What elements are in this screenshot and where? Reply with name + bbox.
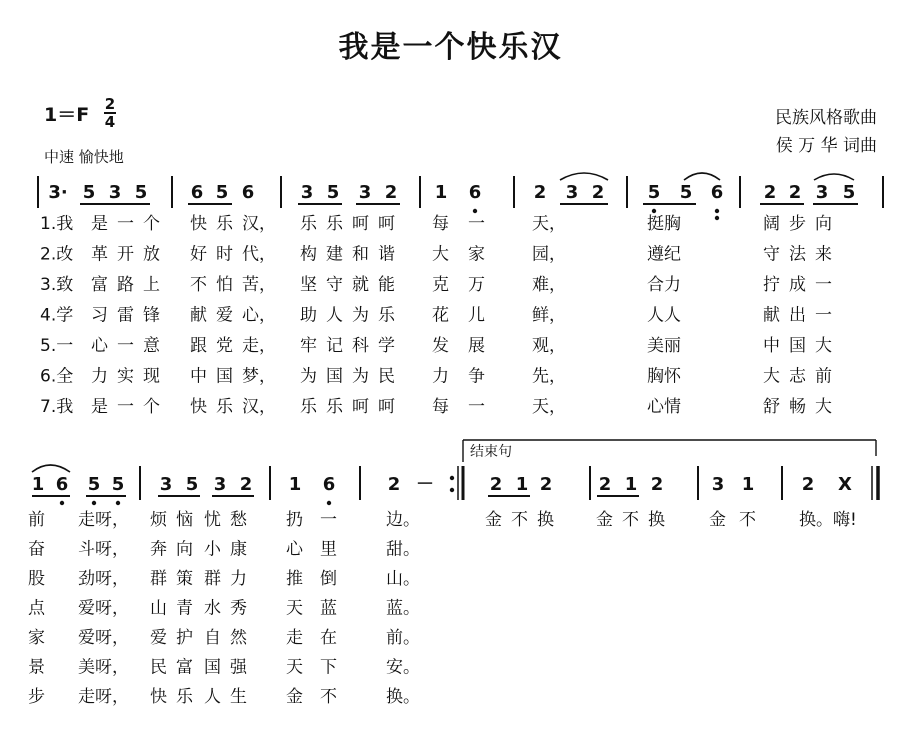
lyric-word: 大 (815, 336, 832, 356)
lyric-word: 5.一 (40, 336, 74, 356)
lyric-word: 献 (763, 305, 780, 326)
lyric-word: 边。 (386, 510, 420, 530)
lyric-word: 推 (286, 569, 303, 589)
lyric-word: 烦 (150, 510, 167, 530)
lyric-word: 大 (815, 397, 832, 417)
lyric-word: 青 (176, 598, 193, 619)
lyric-word: 家 (468, 244, 485, 265)
lyric-word: 扔 (286, 510, 303, 530)
lyric-word: 现 (143, 366, 160, 387)
lyric-word: 代， (242, 244, 276, 265)
lyric-word: 挺胸 (647, 214, 681, 234)
lyric-word: 天 (286, 657, 303, 678)
note-row1: 2 (384, 182, 398, 203)
lyric-word: 力 (91, 366, 108, 387)
lyric-word: 护 (176, 628, 193, 648)
note-row1: 3 (108, 182, 122, 203)
lyric-word: 就 (352, 275, 369, 295)
note-row1: 3 (358, 182, 372, 203)
lyric-word: 人 (204, 687, 221, 707)
lyric-word: 富 (176, 657, 193, 678)
lyric-word: 美丽 (647, 336, 681, 356)
note-row2: 2 (239, 474, 253, 495)
lyric-word: 群 (204, 569, 221, 589)
lyric-word: 愁 (230, 510, 247, 530)
lyric-word: 走呀， (78, 510, 129, 530)
lyric-word: 爱呀， (78, 628, 129, 648)
lyric-word: 观， (532, 336, 566, 356)
lyric-word: 遵纪 (647, 244, 681, 265)
time-signature-bottom: 4 (104, 113, 116, 131)
lyric-word: 恼 (176, 510, 193, 530)
lyric-word: 前。 (386, 628, 420, 648)
note-row1: 5 (679, 182, 693, 203)
note-row2: 1 (741, 474, 755, 495)
lyric-word: 乐 (300, 214, 317, 234)
lyric-word: 奔 (150, 539, 167, 560)
note-row1: 2 (788, 182, 802, 203)
octave-dot (652, 209, 656, 213)
lyric-word: 金 (286, 687, 303, 707)
lyric-word: 然 (230, 628, 247, 648)
lyric-word: 阔 (763, 214, 780, 234)
lyric-word: 汉， (242, 214, 276, 234)
note-row2: 3 (213, 474, 227, 495)
note-row1: 3· (48, 182, 68, 203)
lyric-word: 一 (468, 214, 485, 234)
lyric-word: 中 (763, 336, 780, 356)
lyric-word: 生 (230, 687, 247, 707)
note-row1: 5 (647, 182, 661, 203)
octave-dot (116, 501, 120, 505)
note-row1: 1 (434, 182, 448, 203)
lyric-word: 一 (117, 397, 134, 417)
lyric-word: 康 (230, 539, 247, 560)
lyric-word: 天， (532, 397, 566, 417)
note-row2: 1 (288, 474, 302, 495)
ending-lyric: 金 (485, 510, 502, 530)
repeat-dot (450, 476, 454, 480)
note-row2: 2 (650, 474, 664, 495)
slur (32, 465, 70, 472)
lyric-word: 助 (300, 305, 317, 326)
lyric-word: 放 (143, 244, 160, 265)
lyric-word: 为 (352, 305, 369, 326)
note-row1: 5 (215, 182, 229, 203)
note-row2: 5 (185, 474, 199, 495)
repeat-dot (450, 488, 454, 492)
note-row1: 2 (591, 182, 605, 203)
lyric-word: 力 (432, 366, 449, 387)
ending-lyric: 换 (537, 510, 554, 530)
lyric-word: 构 (300, 244, 317, 265)
lyric-word: 为 (352, 366, 369, 387)
lyric-word: 国 (216, 366, 233, 387)
lyric-word: 意 (143, 336, 160, 356)
lyric-word: 忧 (204, 510, 221, 530)
note-row1: 3 (300, 182, 314, 203)
lyric-word: 是 (91, 214, 108, 234)
lyric-word: 一 (468, 397, 485, 417)
lyric-word: 股 (28, 569, 45, 589)
octave-dot (327, 501, 331, 505)
lyric-word: 每 (432, 397, 449, 417)
lyric-word: 科 (352, 336, 369, 356)
lyric-word: 法 (789, 244, 806, 265)
lyric-word: 成 (789, 275, 806, 295)
ending-lyric: 不 (511, 510, 528, 530)
lyric-word: 汉， (242, 397, 276, 417)
lyric-word: 1.我 (40, 214, 74, 234)
lyric-word: 斗呀， (78, 539, 129, 560)
lyric-word: 党 (216, 336, 233, 356)
lyric-word: 倒 (320, 569, 337, 589)
lyric-word: 建 (326, 244, 343, 265)
lyric-word: 前 (28, 510, 45, 530)
lyric-word: 呵 (352, 214, 369, 234)
lyric-word: 儿 (468, 305, 485, 326)
lyric-word: 乐 (300, 397, 317, 417)
lyric-word: 不 (320, 687, 337, 707)
credit-author: 侯 万 华 词曲 (775, 136, 877, 156)
lyric-word: 民 (150, 657, 167, 678)
lyric-word: 前 (815, 366, 832, 387)
lyric-word: 个 (143, 214, 160, 234)
note-row2: 1 (515, 474, 529, 495)
song-title: 我是一个快乐汉 (338, 30, 563, 65)
octave-dot (715, 216, 719, 220)
lyric-word: 快 (190, 397, 207, 417)
lyric-word: 呵 (378, 214, 395, 234)
octave-dot (715, 209, 719, 213)
lyric-word: 好 (190, 244, 207, 265)
lyric-word: 一 (117, 336, 134, 356)
lyric-word: 和 (352, 244, 369, 265)
lyric-word: 心 (91, 336, 108, 356)
lyric-word: 天， (532, 214, 566, 234)
note-row2: 2 (387, 474, 401, 495)
lyric-word: 习 (91, 305, 108, 326)
lyric-word: 个 (143, 397, 160, 417)
lyric-word: 景 (28, 657, 45, 678)
lyric-word: 乐 (326, 397, 343, 417)
time-signature-top: 2 (104, 95, 116, 113)
lyric-word: 苦， (242, 275, 276, 295)
lyric-word: 来 (815, 244, 832, 265)
lyric-word: 心， (242, 305, 276, 326)
lyric-word: 大 (763, 366, 780, 387)
note-row1: 6 (241, 182, 255, 203)
lyric-word: 6.全 (40, 366, 74, 387)
lyric-word: 能 (378, 275, 395, 295)
lyric-word: 出 (789, 305, 806, 326)
lyric-word: 里 (320, 539, 337, 560)
lyric-word: 美呀， (78, 657, 129, 678)
ending-lyric: 金 (596, 510, 613, 530)
note-row1: 5 (842, 182, 856, 203)
lyric-word: 点 (28, 598, 45, 619)
lyric-word: 一 (320, 510, 337, 530)
lyric-word: 一 (815, 305, 832, 326)
lyric-word: 家 (28, 628, 45, 648)
note-row2: 1 (31, 474, 45, 495)
lyric-word: 开 (117, 244, 134, 265)
note-row1: 3 (815, 182, 829, 203)
lyric-word: 雷 (117, 305, 134, 326)
note-row2: 2 (598, 474, 612, 495)
tempo-marking: 中速 愉快地 (44, 148, 124, 166)
note-row1: 6 (468, 182, 482, 203)
lyric-word: 一 (815, 275, 832, 295)
lyric-word: 蓝。 (386, 598, 420, 619)
lyric-word: 呵 (378, 397, 395, 417)
octave-dot (473, 209, 477, 213)
lyric-word: 献 (190, 305, 207, 326)
lyric-word: 山 (150, 598, 167, 619)
slur (560, 173, 608, 180)
lyric-word: 走， (242, 336, 276, 356)
note-row2: － (416, 474, 434, 495)
lyric-word: 民 (378, 366, 395, 387)
lyric-word: 乐 (378, 305, 395, 326)
lyric-word: 步 (789, 214, 806, 234)
lyric-word: 时 (216, 244, 233, 265)
lyric-word: 3.致 (40, 275, 74, 295)
note-row2: 2 (539, 474, 553, 495)
lyric-word: 乐 (326, 214, 343, 234)
lyric-word: 大 (432, 244, 449, 265)
lyric-word: 路 (117, 275, 134, 295)
lyric-word: 坚 (300, 275, 317, 295)
credit-genre: 民族风格歌曲 (775, 108, 877, 128)
lyric-word: 富 (91, 275, 108, 295)
lyric-word: 实 (117, 366, 134, 387)
note-row2: 6 (322, 474, 336, 495)
lyric-word: 争 (468, 366, 485, 387)
lyric-word: 国 (789, 336, 806, 356)
lyric-word: 爱 (150, 628, 167, 648)
lyric-word: 人 (326, 305, 343, 326)
lyric-word: 革 (91, 244, 108, 265)
lyric-word: 水 (204, 598, 221, 619)
lyric-word: 群 (150, 569, 167, 589)
note-row2: 1 (624, 474, 638, 495)
lyric-word: 怕 (216, 275, 233, 295)
lyric-word: 人人 (647, 305, 681, 326)
ending-lyric: 不 (622, 510, 639, 530)
lyric-word: 花 (432, 305, 449, 326)
lyric-word: 呵 (352, 397, 369, 417)
lyric-word: 谐 (378, 244, 395, 265)
ending-label: 结束句 (470, 444, 512, 460)
lyric-word: 难， (532, 275, 566, 295)
ending-lyric: 不 (739, 510, 756, 530)
note-row1: 5 (82, 182, 96, 203)
lyric-word: 跟 (190, 336, 207, 356)
lyric-word: 一 (117, 214, 134, 234)
lyric-word: 山。 (386, 569, 420, 589)
lyric-word: 蓝 (320, 598, 337, 619)
lyric-word: 心 (286, 539, 303, 560)
lyric-word: 乐 (216, 397, 233, 417)
octave-dot (60, 501, 64, 505)
lyric-word: 守 (326, 275, 343, 295)
note-row2: 2 (801, 474, 815, 495)
note-row1: 2 (533, 182, 547, 203)
note-row2: 6 (55, 474, 69, 495)
lyric-word: 守 (763, 244, 780, 265)
lyric-word: 梦， (242, 366, 276, 387)
ending-lyric: 金 (709, 510, 726, 530)
lyric-word: 步 (28, 687, 45, 707)
note-row2: 5 (87, 474, 101, 495)
lyric-word: 心情 (647, 397, 681, 417)
lyric-word: 策 (176, 569, 193, 589)
note-row1: 5 (134, 182, 148, 203)
lyric-word: 每 (432, 214, 449, 234)
lyric-word: 安。 (386, 657, 420, 678)
note-row2: 2 (489, 474, 503, 495)
lyric-word: 合力 (647, 275, 681, 295)
lyric-word: 上 (143, 275, 160, 295)
lyric-word: 在 (320, 628, 337, 648)
lyric-word: 国 (326, 366, 343, 387)
ending-lyric: 换 (648, 510, 665, 530)
lyric-word: 展 (468, 336, 485, 356)
note-row2: 3 (711, 474, 725, 495)
lyric-word: 向 (815, 214, 832, 234)
lyric-word: 换。 (386, 687, 420, 707)
lyric-word: 快 (190, 214, 207, 234)
lyric-word: 向 (176, 539, 193, 560)
lyric-word: 走呀， (78, 687, 129, 707)
lyric-word: 是 (91, 397, 108, 417)
lyric-word: 拧 (763, 275, 780, 295)
lyric-word: 下 (320, 657, 337, 678)
lyric-word: 7.我 (40, 397, 74, 417)
lyric-word: 牢 (300, 336, 317, 356)
lyric-word: 2.改 (40, 244, 74, 265)
note-row1: 6 (710, 182, 724, 203)
lyric-word: 胸怀 (647, 366, 681, 387)
lyric-word: 万 (468, 275, 485, 295)
lyric-word: 记 (326, 336, 343, 356)
note-row2: 5 (111, 474, 125, 495)
lyric-word: 乐 (176, 687, 193, 707)
ending-lyric: 换。嗨! (799, 510, 857, 530)
key-signature: 1＝F (44, 104, 90, 126)
lyric-word: 鲜， (532, 305, 566, 326)
lyric-word: 克 (432, 275, 449, 295)
lyric-word: 秀 (230, 598, 247, 619)
lyric-word: 中 (190, 366, 207, 387)
lyric-word: 自 (204, 628, 221, 648)
lyric-word: 小 (204, 539, 221, 560)
lyric-word: 乐 (216, 214, 233, 234)
lyric-word: 学 (378, 336, 395, 356)
lyric-word: 为 (300, 366, 317, 387)
slur (814, 174, 854, 180)
note-row1: 6 (190, 182, 204, 203)
note-row2: X (838, 474, 852, 495)
lyric-word: 爱呀， (78, 598, 129, 619)
lyric-word: 强 (230, 657, 247, 678)
lyric-word: 发 (432, 336, 449, 356)
note-row2: 3 (159, 474, 173, 495)
lyric-word: 志 (789, 366, 806, 387)
lyric-word: 劲呀， (78, 569, 129, 589)
lyric-word: 甜。 (386, 539, 420, 560)
note-row1: 2 (763, 182, 777, 203)
lyric-word: 走 (286, 628, 303, 648)
lyric-word: 奋 (28, 539, 45, 560)
octave-dot (92, 501, 96, 505)
lyric-word: 舒 (763, 397, 780, 417)
slur (684, 173, 720, 180)
lyric-word: 快 (150, 687, 167, 707)
lyric-word: 力 (230, 569, 247, 589)
lyric-word: 天 (286, 598, 303, 619)
lyric-word: 畅 (789, 397, 806, 417)
lyric-word: 锋 (143, 305, 160, 326)
lyric-word: 不 (190, 275, 207, 295)
lyric-word: 爱 (216, 305, 233, 326)
lyric-word: 先， (532, 366, 566, 387)
note-row1: 3 (565, 182, 579, 203)
note-row1: 5 (326, 182, 340, 203)
lyric-word: 园， (532, 244, 566, 265)
lyric-word: 4.学 (40, 305, 74, 326)
lyric-word: 国 (204, 657, 221, 678)
